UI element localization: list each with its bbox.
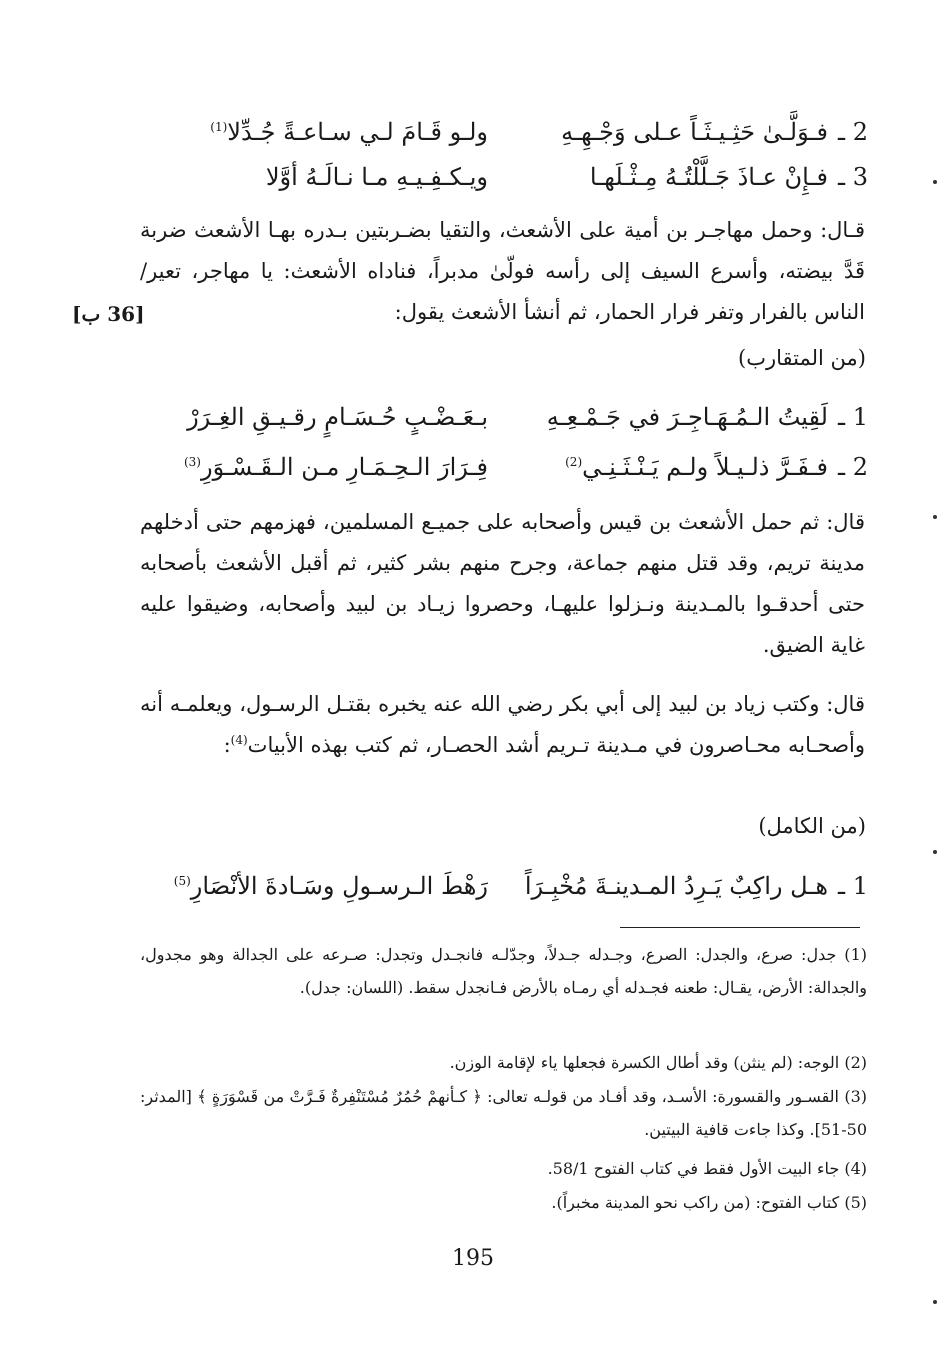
footnote: (3) القسـور والقسورة: الأسـد، وقد أفـاد من قولـه تعالى: ﴿ كـأنهمْ حُمُرٌ مُسْتَنْفِرةٌ فَـرَّتْ من قَسْوَرَةٍ ﴾ [المدثر: 50-51]. وكذا جاءت قافية البيتين.	[140, 1087, 867, 1139]
paragraph: قال: وكتب زياد بن لبيد إلى أبي بكر رضي الله عنه يخبره بقتـل الرسـول، ويعلمـه أنه وأصحـابه محـاصرون في مـدينة تـريم أشد الحصـار، ثم كتب بهذه الأبيات$^{(4)}$:	[140, 692, 865, 757]
scan-speck	[933, 850, 937, 854]
verse-line	[138, 447, 868, 487]
verse-number: 2 ـ	[838, 118, 868, 146]
footnote-ref: (2)	[565, 455, 583, 469]
scan-speck	[933, 1300, 937, 1304]
verse-line	[138, 397, 868, 437]
verse-first-hemistich: فـفَـرَّ ذلـيـلاً ولـم يَـنْـثَـنِـي$^{(2)}$	[565, 453, 828, 481]
footnote-separator	[620, 927, 860, 928]
footnote: (2) الوجه: (لم ينثن) وقد أطال الكسرة فجعلها ياء لإقامة الوزن.	[449, 1053, 867, 1072]
verse-first-hemistich: لَقِيتُ الـمُـهَـاجِـرَ في جَـمْـعِـهِ	[546, 403, 828, 431]
verse-line	[138, 866, 868, 906]
manuscript-folio-mark: [36 ب]	[72, 302, 145, 326]
verse-second-hemistich: ولـو قَـامَ لـي سـاعـةً جُـدِّلا$^{(1)}$	[210, 118, 488, 146]
footnote: (5) كتاب الفتوح: (من راكب نحو المدينة مخبراً).	[551, 1193, 867, 1212]
page-number: 195	[452, 1246, 494, 1271]
footnote-ref: (3)	[183, 455, 201, 469]
verse-first-hemistich: هـل راكِبٌ يَـرِدُ المـدينـةَ مُخْبِـرَاً	[524, 872, 828, 900]
paragraph: قال: ثم حمل الأشعث بن قيس وأصحابه على جميـع المسلمين، فهزمهم حتى أدخلهم مدينة تريم، وقد قتل منهم جماعة، وجرح منهم بشر كثير، ثم أقبل الأشعث بأصحابه حتى أحدقـوا بالمـدينة ونـزلوا عليهـا، وحصروا زيـاد بن لبيد وأصحابه، وضيقوا عليه غاية الضيق.	[140, 510, 865, 657]
footnote-ref: (4)	[230, 733, 248, 747]
footnote: (1) جدل: صرع، والجدل: الصرع، وجـدله جـدلاً، وجدّلـه فانجـدل وتجدل: صـرعه على الجدالة وهو مجدول، والجدالة: الأرض، يقـال: طعنه فجـدله أي رمـاه بالأرض فـانجدل سقط. (اللسان: جدل).	[140, 945, 867, 997]
paragraph: قـال: وحمل مهاجـر بن أمية على الأشعث، والتقيا بضـربتين بـدره بهـا الأشعث ضربة قَدَّ بيضته، وأسرع السيف إلى رأسه فولّىٰ مدبراً، فناداه الأشعث: يا مهاجر، تعير/ الناس بالفرار وتفر فرار الحمار، ثم أنشأ الأشعث يقول:	[140, 218, 865, 324]
verse-line	[138, 157, 868, 197]
verse-second-hemistich: فِـرَارَ الـحِـمَـارِ مـن الـقَـسْـوَرِ$^{(3)}$	[183, 453, 488, 481]
verse-second-hemistich: رَهْطَ الـرسـولِ وسَـادةَ الأنْصَارِ$^{(5)}$	[173, 872, 488, 900]
verse-first-hemistich: فـإِنْ عـاذَ جَـلَّلْتُـهُ مِـثْـلَهـا	[589, 163, 828, 191]
verse-second-hemistich: بـعَـضْـبٍ حُـسَـامٍ رقـيـقِ الغِـرَرْ	[187, 403, 488, 431]
scan-speck	[933, 515, 937, 519]
verse-second-hemistich: ويـكـفِـيـهِ مـا نـالَـهُ أوَّلا	[265, 163, 488, 191]
verse-number: 1 ـ	[838, 872, 868, 900]
verse-number: 1 ـ	[838, 403, 868, 431]
footnote-ref: (5)	[173, 874, 191, 888]
verse-number: 3 ـ	[838, 163, 868, 191]
verse-number: 2 ـ	[838, 453, 868, 481]
footnote-ref: (1)	[210, 120, 228, 134]
meter-label: (من المتقارب)	[738, 346, 866, 370]
scan-speck	[933, 180, 937, 184]
verse-line	[138, 112, 868, 152]
verse-first-hemistich: فـوَلَّـىٰ حَثِـيـثَـاً عـلى وَجْـهِـهِ	[561, 118, 828, 146]
meter-label: (من الكامل)	[758, 814, 866, 838]
footnote: (4) جاء البيت الأول فقط في كتاب الفتوح 58/1.	[547, 1159, 867, 1178]
